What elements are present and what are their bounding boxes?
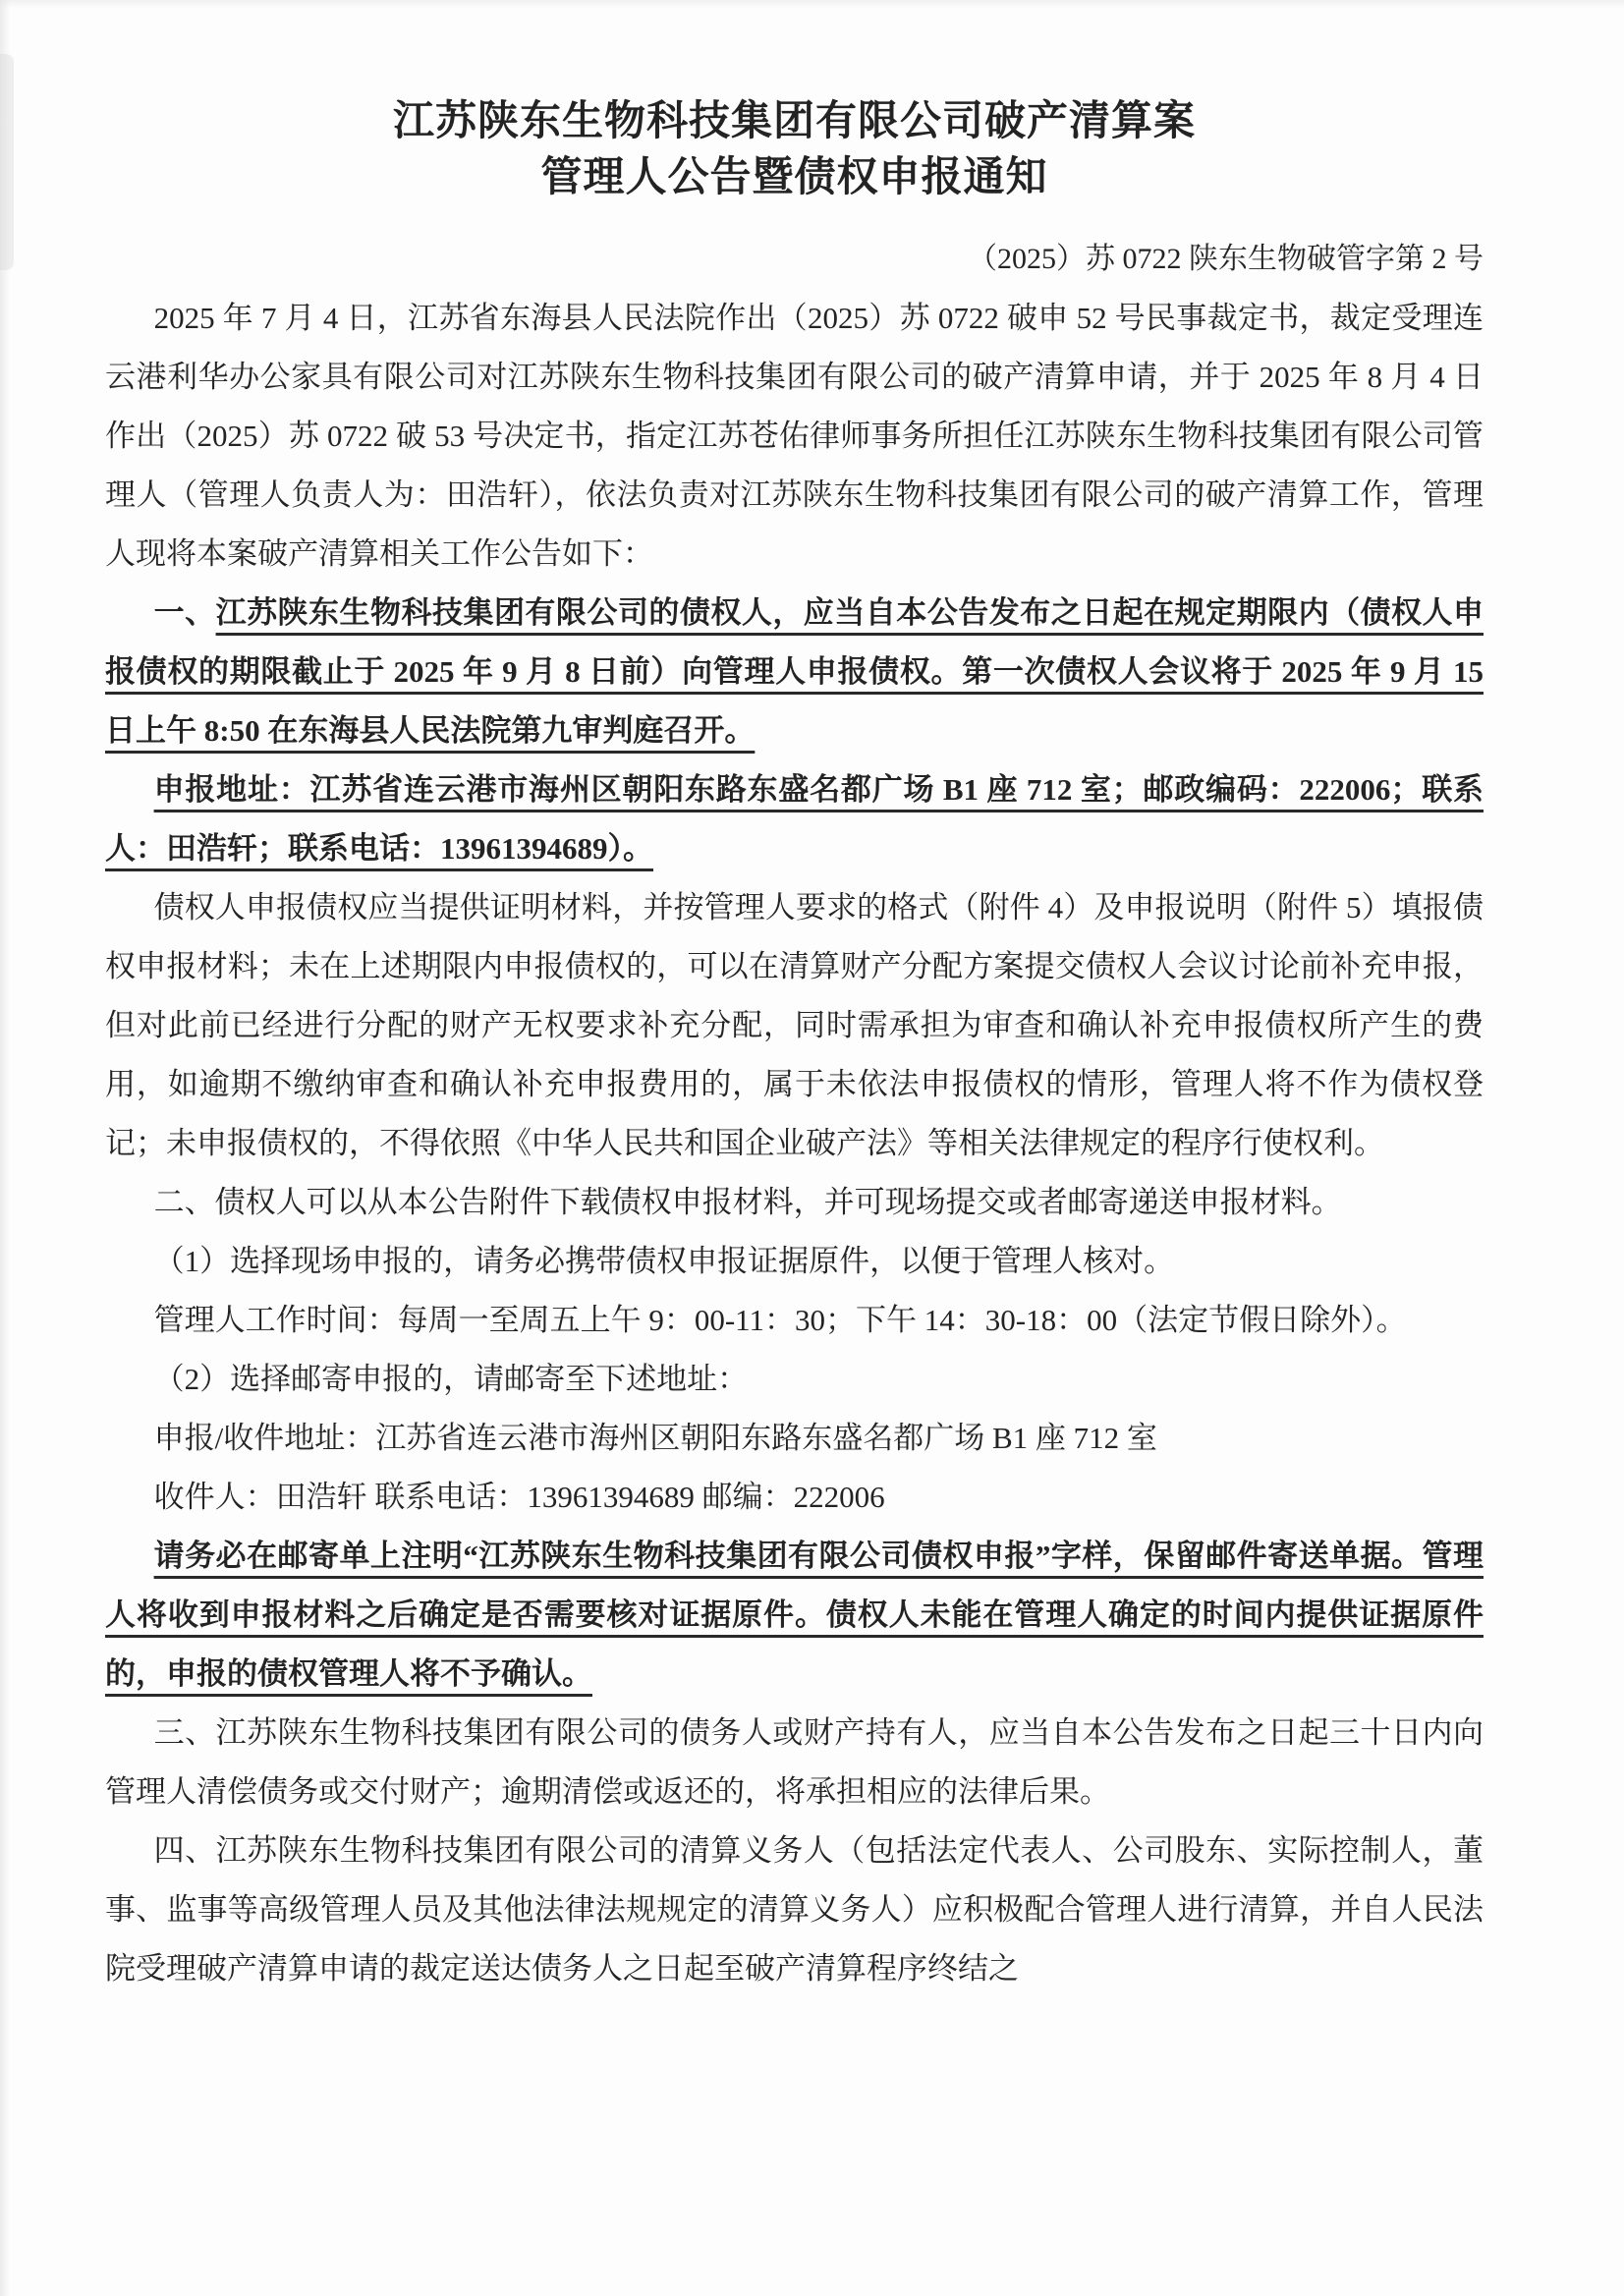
document-title-line2: 管理人公告暨债权申报通知 [540,155,1048,200]
paragraph-materials: 债权人申报债权应当提供证明材料，并按管理人要求的格式（附件 4）及申报说明（附件 5）填报债权申报材料；未在上述期限内申报债权的，可以在清算财产分配方案提交债权人会议讨论前补充申报，但对此前已经进行分配的财产无权要求补充分配，同时需承担为审查和确认补充申报债权所产生的费用，如逾期不缴纳审查和确认补充申报费用的，属于未依法申报债权的情形，管理人将不作为债权登记；未申报债权的，不得依照《中华人民共和国企业破产法》等相关法律规定的程序行使权利。 [105,890,1484,1160]
section1-text: 江苏陕东生物科技集团有限公司的债权人，应当自本公告发布之日起在规定期限内（债权人申报债权的期限截止于 2025 年 9 月 8 日前）向管理人申报债权。第一次债权人会议将于 2025 年 9 月 15 日上午 8:50 在东海县人民法院第九审判庭召开。 [105,595,1484,748]
paragraph-worktime: 管理人工作时间：每周一至周五上午 9：00-11：30；下午 14：30-18：00（法定节假日除外）。 [153,1303,1407,1337]
document-title-line1: 江苏陕东生物科技集团有限公司破产清算案 [392,99,1196,144]
paragraph-recipient: 收件人：田浩轩 联系电话：13961394689 邮编：222006 [153,1480,885,1514]
paragraph-intro: 2025 年 7 月 4 日，江苏省东海县人民法院作出（2025）苏 0722 破申 52 号民事裁定书，裁定受理连云港利华办公家具有限公司对江苏陕东生物科技集团有限公司的破产清算申请，并于 2025 年 8 月 4 日作出（2025）苏 0722 破 53 号决定书，指定江苏苍佑律师事务所担任江苏陕东生物科技集团有限公司管理人（管理人负责人为：田浩轩），依法负责对江苏陕东生物科技集团有限公司的破产清算工作，管理人现将本案破产清算相关工作公告如下： [105,301,1484,571]
paragraph-section4: 四、江苏陕东生物科技集团有限公司的清算义务人（包括法定代表人、公司股东、实际控制人，董事、监事等高级管理人员及其他法律法规规定的清算义务人）应积极配合管理人进行清算，并自人民法院受理破产清算申请的裁定送达债务人之日起至破产清算程序终结之 [105,1833,1484,1986]
paragraph-section1 [105,584,1484,760]
paragraph-item1: （1）选择现场申报的，请务必携带债权申报证据原件，以便于管理人核对。 [153,1244,1175,1278]
section1-number: 一、 [153,595,216,630]
document-content [105,94,1484,1998]
paragraph-declare-address: 申报地址：江苏省连云港市海州区朝阳东路东盛名都广场 B1 座 712 室；邮政编码：222006；联系人：田浩轩；联系电话：13961394689）。 [105,772,1484,866]
paragraph-mail-address: 申报/收件地址：江苏省连云港市海州区朝阳东路东盛名都广场 B1 座 712 室 [153,1421,1157,1455]
paragraph-section3: 三、江苏陕东生物科技集团有限公司的债务人或财产持有人，应当自本公告发布之日起三十日内向管理人清偿债务或交付财产；逾期清偿或返还的，将承担相应的法律后果。 [105,1715,1484,1809]
paragraph-section2: 二、债权人可以从本公告附件下载债权申报材料，并可现场提交或者邮寄递送申报材料。 [153,1185,1342,1219]
scan-artifact-top-edge [0,0,1624,8]
paragraph-item2: （2）选择邮寄申报的，请邮寄至下述地址： [153,1362,749,1396]
document-title [105,94,1484,206]
case-number: （2025）苏 0722 陕东生物破管字第 2 号 [968,243,1484,275]
paragraph-mail-notice: 请务必在邮寄单上注明“江苏陕东生物科技集团有限公司债权申报”字样，保留邮件寄送单据。管理人将收到申报材料之后确定是否需要核对证据原件。债权人未能在管理人确定的时间内提供证据原件的，申报的债权管理人将不予确认。 [105,1539,1484,1691]
document-body [105,289,1484,1998]
scan-artifact-left-edge [0,0,10,2296]
scan-artifact-corner-smudge [0,54,14,270]
